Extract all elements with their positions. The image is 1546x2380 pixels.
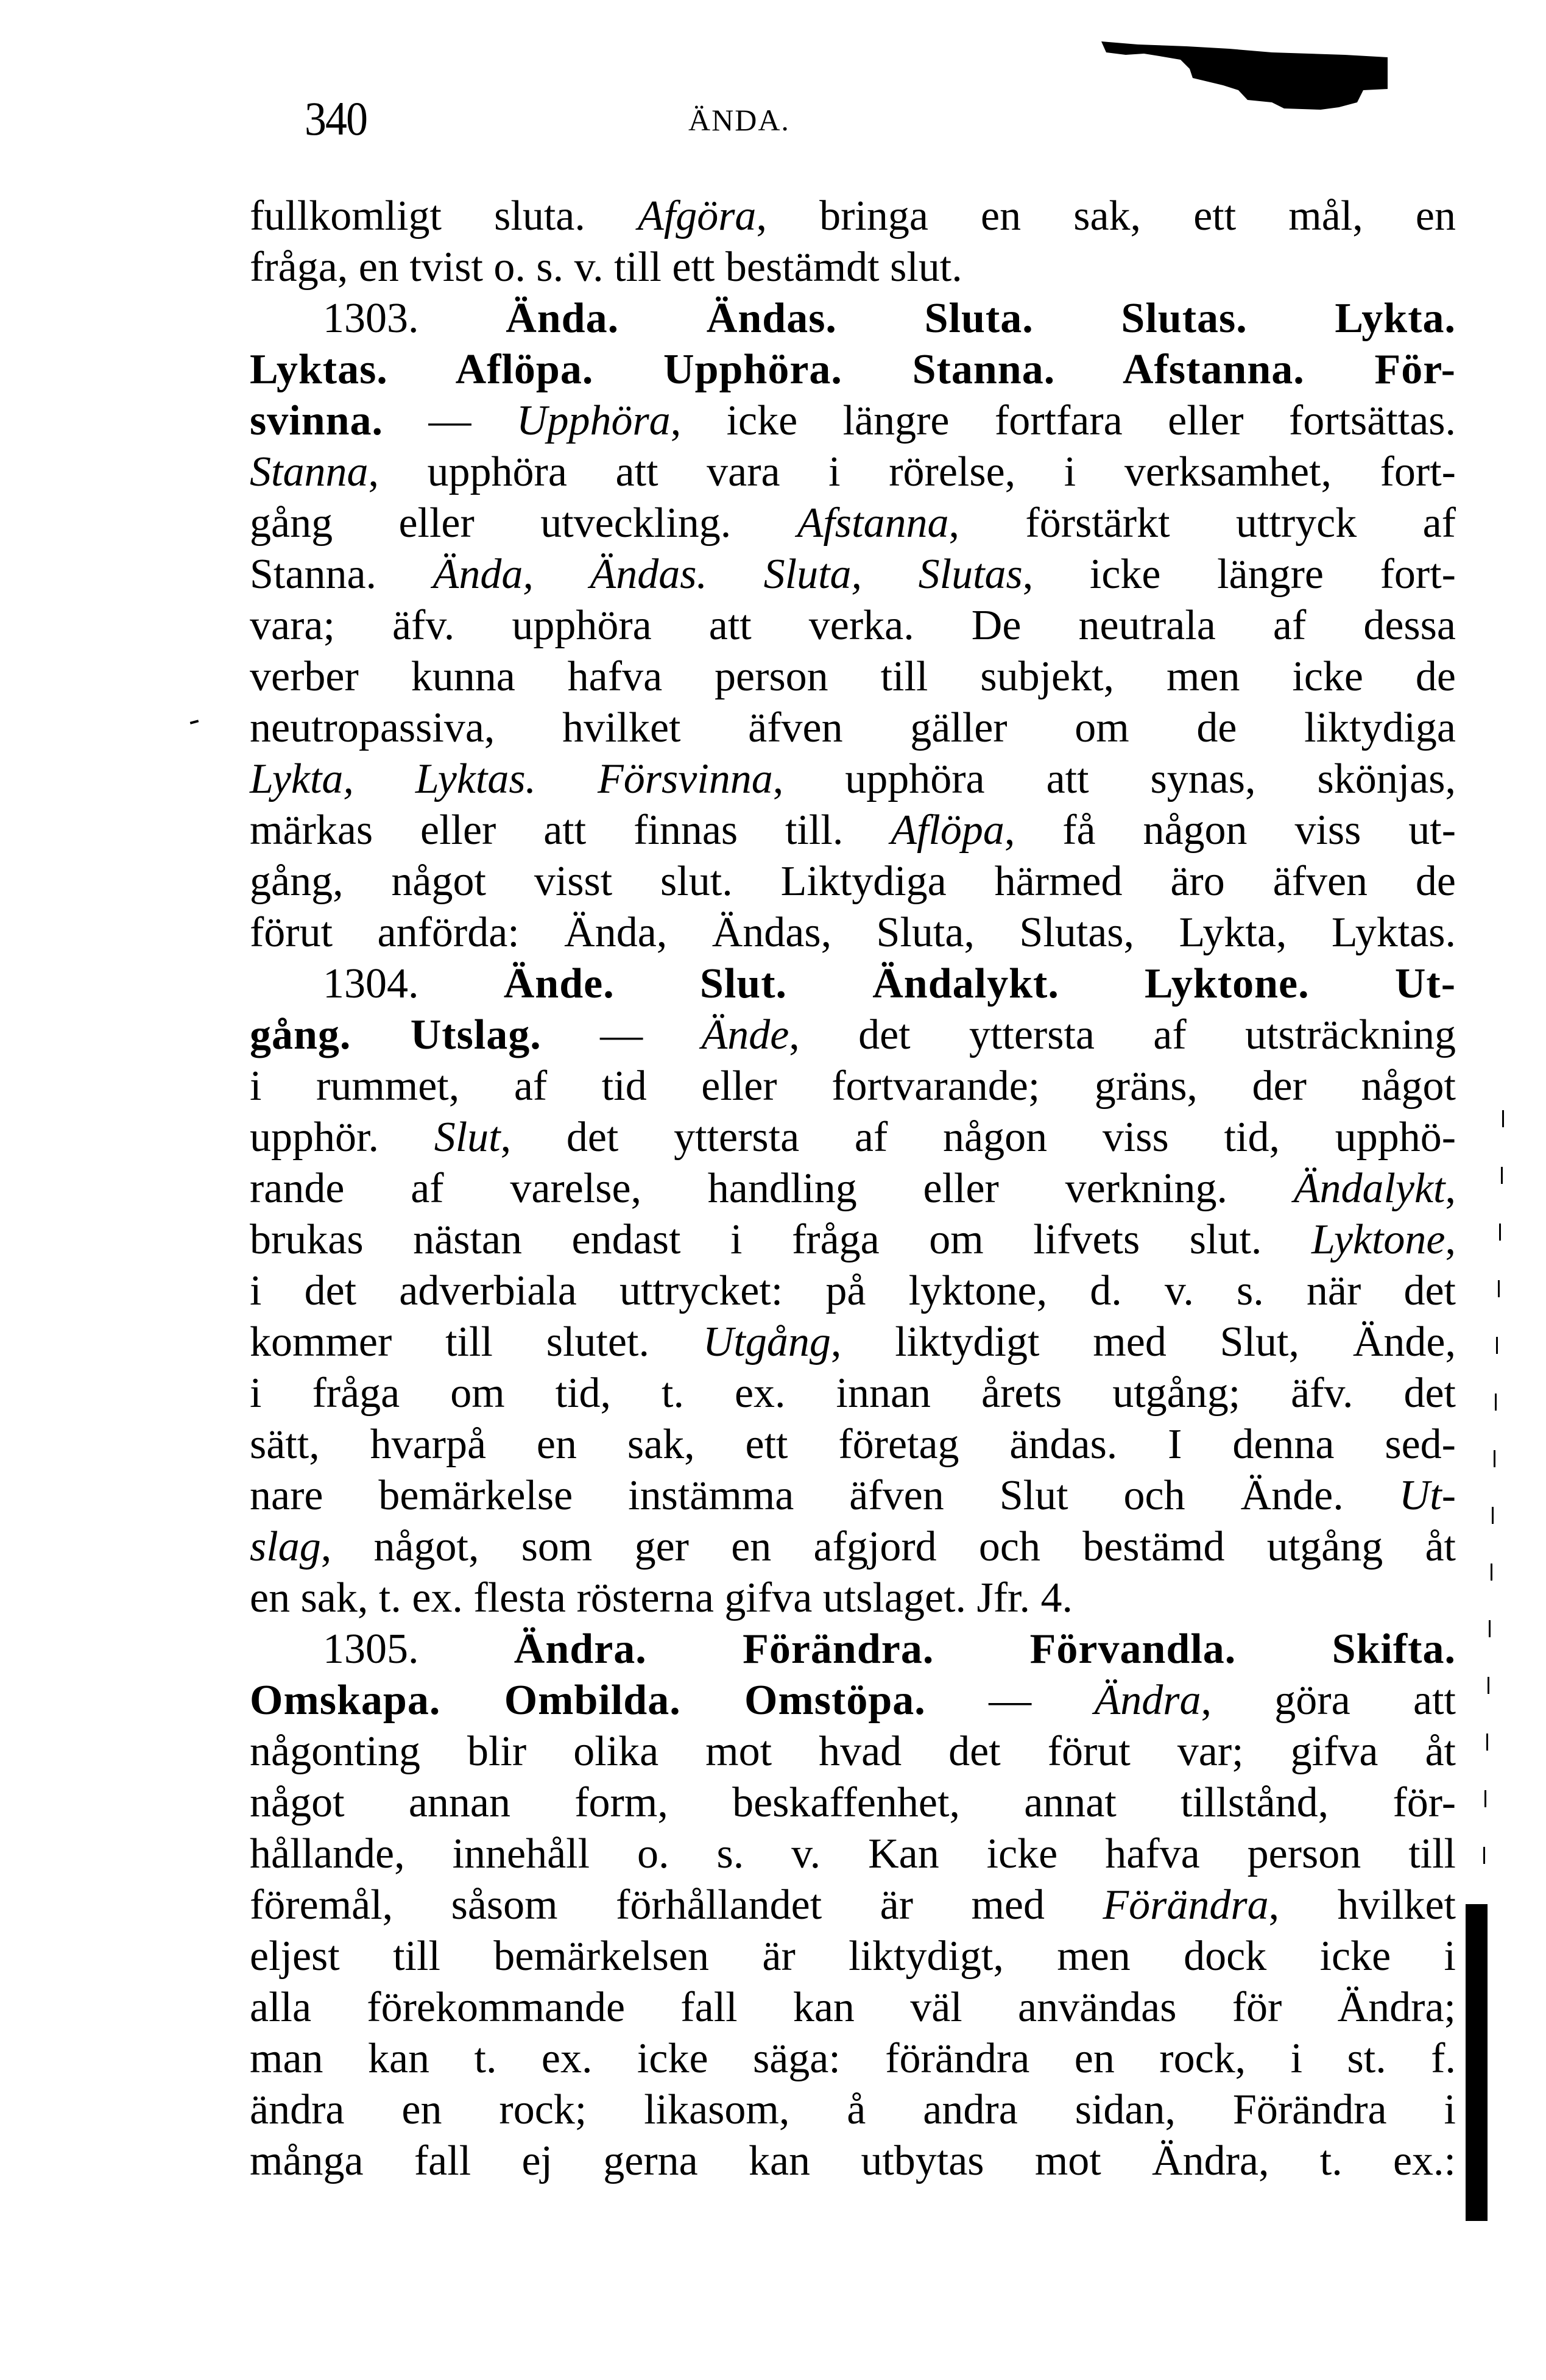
italic-term: Lykta, Lyktas. Försvinna [250,756,773,802]
text-run: i fråga om tid, t. ex. innan årets utgång; äfv. det [250,1370,1456,1417]
text-line [250,1726,1456,1777]
italic-term: Stanna [250,448,369,495]
text-run: , det yttersta af någon viss tid, upphö- [500,1114,1456,1161]
text-line [250,856,1456,907]
text-line [250,958,1456,1010]
text-run: förut anförda: Ända, Ändas, Sluta, Slutas, Lykta, Lyktas. [250,909,1456,956]
italic-term: Förändra [1103,1882,1269,1928]
italic-term: Lyktone [1311,1216,1445,1263]
text-run: gång eller utveckling. [250,500,797,547]
text-line [250,1317,1456,1368]
text-run: neutropassiva, hvilket äfven gäller om de liktydiga [250,704,1456,751]
text-run: — [383,397,517,444]
text-line [250,2033,1456,2084]
ink-blot-icon [1101,41,1388,110]
text-run: — [925,1677,1095,1724]
text-line [250,754,1456,805]
italic-term: Ändalykt [1293,1165,1445,1212]
italic-term: Ändra [1094,1677,1201,1724]
headword: svinna. [250,397,384,444]
text-line [250,600,1456,651]
text-line [250,344,1456,395]
text-run: 1305. [323,1626,514,1673]
italic-term: Utgång [702,1319,831,1365]
text-line [250,1368,1456,1419]
text-run: upphör. [250,1114,434,1161]
text-line [250,549,1456,600]
text-run: , icke längre fortfara eller fortsättas. [670,397,1456,444]
text-run: brukas nästan endast i fråga om lifvets slut. [250,1216,1311,1263]
text-run: , bringa en sak, ett mål, en [756,193,1456,239]
text-run: märkas eller att finnas till. [250,807,891,854]
text-line [250,447,1456,498]
italic-term: Ut- [1399,1472,1456,1519]
headword: Ända. Ändas. Sluta. Slutas. Lykta. [506,295,1456,342]
text-run: , [1445,1216,1456,1263]
text-run: eljest till bemärkelsen är liktydigt, men dock icke i [250,1933,1456,1980]
text-run: i det adverbiala uttrycket: på lyktone, d. v. s. när det [250,1267,1456,1314]
italic-term: slag [250,1523,321,1570]
text-line [250,1931,1456,1982]
text-line [250,1573,1456,1624]
text-run: , förstärkt uttryck af [948,500,1456,547]
headword: Ändra. Förändra. Förvandla. Skifta. [514,1626,1456,1673]
headword: Ände. Slut. Ändalykt. Lyktone. Ut- [503,960,1456,1007]
page-number: 340 [305,92,367,145]
text-run: ändra en rock; likasom, å andra sidan, Förändra i [250,2086,1456,2133]
text-run: vara; äfv. upphöra att verka. De neutrala af dessa [250,602,1456,649]
text-line [250,395,1456,447]
text-run: , få någon viss ut- [1004,807,1456,854]
text-run: — [541,1011,702,1058]
text-run: 1304. [323,960,504,1007]
text-run: man kan t. ex. icke säga: förändra en rock, i st. f. [250,2035,1456,2082]
italic-term: Aflöpa [891,807,1004,854]
italic-term: Upphöra [516,397,671,444]
italic-term: Afgöra [637,193,757,239]
text-run: Stanna. [250,551,433,598]
headword: gång. Utslag. [250,1011,542,1058]
text-run: fullkomligt sluta. [250,193,638,239]
text-line [250,1624,1456,1675]
text-run: nare bemärkelse instämma äfven Slut och Ände. [250,1472,1399,1519]
text-run: , det yttersta af utsträckning [789,1011,1456,1058]
text-line [250,1880,1456,1931]
running-head: ÄNDA. [688,103,790,137]
text-line [250,1777,1456,1829]
italic-term: Ände [701,1011,789,1058]
text-run: , göra att [1201,1677,1456,1724]
text-run: , icke längre fort- [1022,551,1456,598]
text-line [250,242,1456,293]
text-run: kommer till slutet. [250,1319,703,1365]
text-run: alla förekommande fall kan väl användas för Ändra; [250,1984,1456,2031]
text-run: någonting blir olika mot hvad det förut var; gifva åt [250,1728,1456,1775]
text-run: , hvilket [1268,1882,1456,1928]
text-line [250,1982,1456,2033]
headword: Omskapa. Ombilda. Omstöpa. [250,1677,926,1724]
text-line [250,1470,1456,1521]
text-line [250,2136,1456,2187]
margin-mark [190,720,199,724]
text-run: hållande, innehåll o. s. v. Kan icke hafva person till [250,1830,1456,1877]
text-run: , [1445,1165,1456,1212]
text-run: något annan form, beskaffenhet, annat tillstånd, för- [250,1779,1456,1826]
text-run: 1303. [323,295,506,342]
text-line [250,1419,1456,1470]
text-run: verber kunna hafva person till subjekt, men icke de [250,653,1456,700]
text-line [250,191,1456,242]
page-edge-shadow [1466,1904,1488,2221]
text-line [250,907,1456,958]
text-line [250,498,1456,549]
text-line [250,1521,1456,1573]
text-line [250,1214,1456,1266]
italic-term: Slut [434,1114,501,1161]
text-line [250,703,1456,754]
italic-term: Ända, Ändas. Sluta, Slutas [432,551,1023,598]
text-run: rande af varelse, handling eller verkning. [250,1165,1294,1212]
text-run: gång, något visst slut. Liktydiga härmed äro äfven de [250,858,1456,905]
text-run: , liktydigt med Slut, Ände, [830,1319,1456,1365]
text-run: i rummet, af tid eller fortvarande; gräns, der något [250,1063,1456,1110]
text-line [250,805,1456,856]
text-line [250,1675,1456,1726]
text-line [250,1010,1456,1061]
text-line [250,1112,1456,1163]
text-run: fråga, en tvist o. s. v. till ett bestämdt slut. [250,244,962,291]
text-line [250,1061,1456,1112]
text-run: , upphöra att synas, skönjas, [772,756,1456,802]
italic-term: Afstanna [797,500,949,547]
page-header [0,0,1546,158]
text-run: föremål, såsom förhållandet är med [250,1882,1103,1928]
text-line [250,293,1456,344]
text-run: många fall ej gerna kan utbytas mot Ändra, t. ex.: [250,2137,1456,2184]
text-run: , något, som ger en afgjord och bestämd utgång åt [320,1523,1456,1570]
text-run: en sak, t. ex. flesta rösterna gifva utslaget. Jfr. 4. [250,1574,1073,1621]
text-line [250,651,1456,703]
text-line [250,1266,1456,1317]
text-line [250,1163,1456,1214]
text-run: sätt, hvarpå en sak, ett företag ändas. I denna sed- [250,1421,1456,1468]
headword: Lyktas. Aflöpa. Upphöra. Stanna. Afstanna. För- [250,346,1456,393]
text-run: , upphöra att vara i rörelse, i verksamhet, fort- [368,448,1456,495]
text-line [250,1829,1456,1880]
text-line [250,2084,1456,2136]
